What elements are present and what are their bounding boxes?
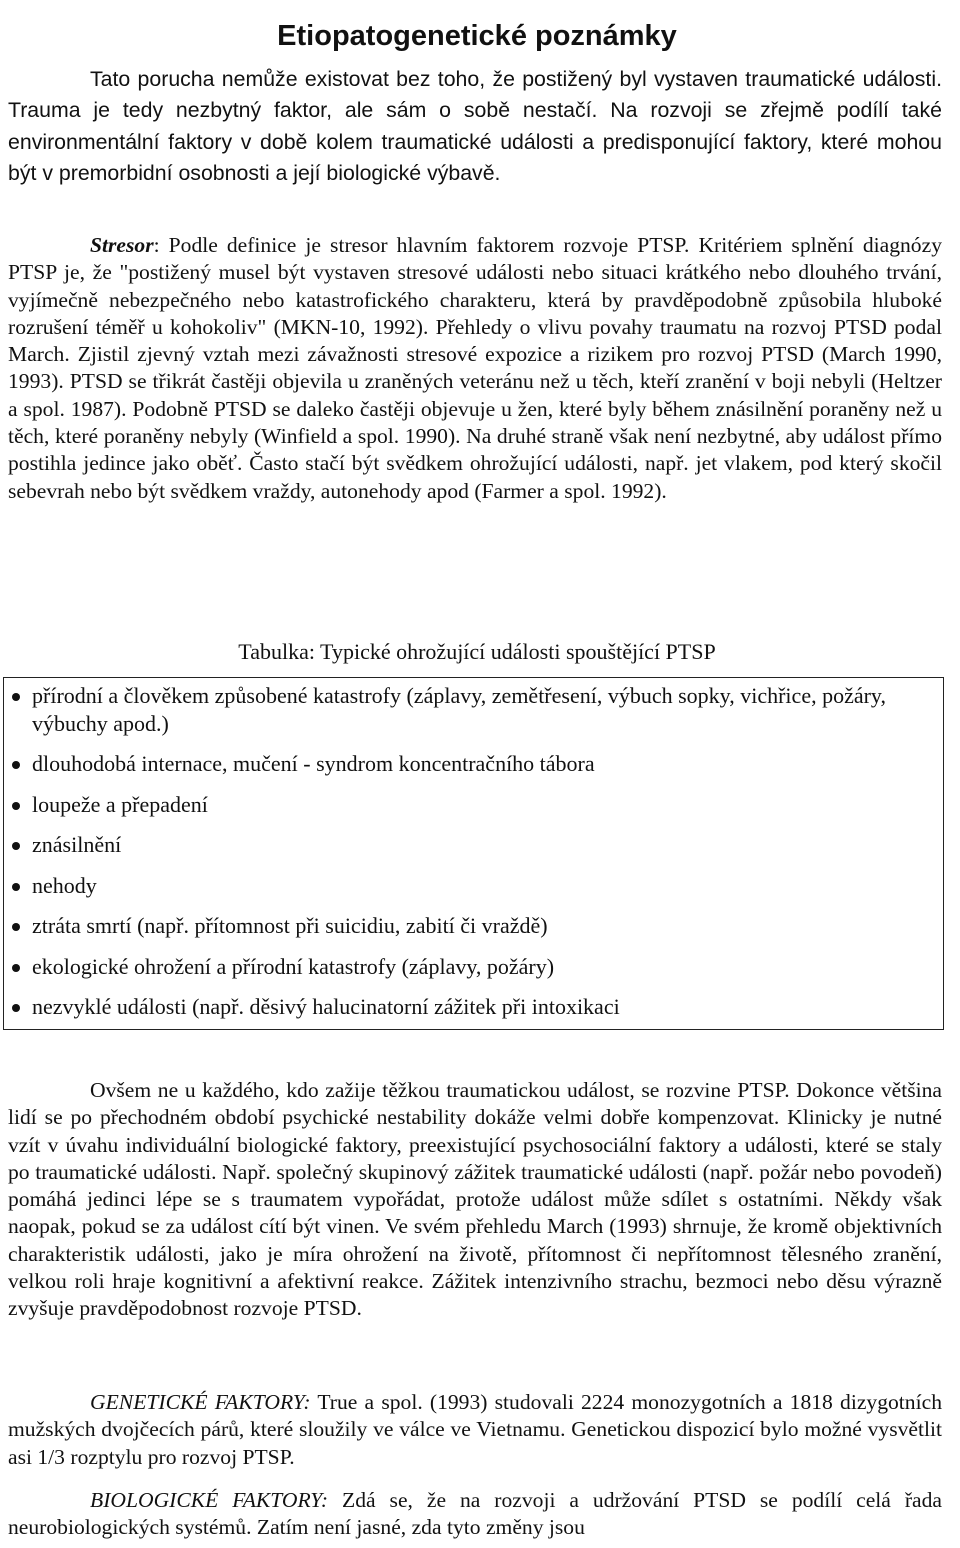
list-item: ekologické ohrožení a přírodní katastrofy (záplavy, požáry)	[32, 953, 912, 981]
list-item: loupeže a přepadení	[32, 791, 912, 819]
biological-paragraph	[8, 1487, 942, 1542]
bullet-icon	[12, 964, 20, 972]
list-item: nezvyklé události (např. děsivý halucinatorní zážitek při intoxikaci	[32, 993, 912, 1021]
stresor-paragraph	[8, 232, 942, 505]
genetic-paragraph	[8, 1389, 942, 1471]
list-item: dlouhodobá internace, mučení - syndrom koncentračního tábora	[32, 750, 912, 778]
bullet-icon	[12, 802, 20, 810]
bullet-icon	[12, 693, 20, 701]
events-table	[3, 677, 944, 1030]
bullet-icon	[12, 923, 20, 931]
biological-text: Zdá se, že na rozvoji a udržování PTSD se podílí celá řada neurobiologických systémů. Zatím není jasné, zda tyto změny jsou	[8, 1488, 942, 1540]
bullet-icon	[12, 1004, 20, 1012]
list-item: přírodní a člověkem způsobené katastrofy (záplavy, zemětřesení, výbuch sopky, vichřice, požáry, výbuchy apod.)	[32, 682, 912, 738]
intro-paragraph: Tato porucha nemůže existovat bez toho, že postižený byl vystaven traumatické události. Trauma je tedy nezbytný faktor, ale sám o sobě nestačí. Na rozvoji se zřejmě podílí také environmentální faktory v době kolem traumatické události a predisponující faktory, které mohou být v premorbidní osobnosti a její biologické výbavě.	[8, 67, 942, 186]
list-item: znásilnění	[32, 831, 912, 859]
biological-lead: BIOLOGICKÉ FAKTORY:	[90, 1488, 329, 1512]
bullet-icon	[12, 883, 20, 891]
list-item: nehody	[32, 872, 912, 900]
stresor-lead: Stresor	[90, 233, 154, 257]
list-item: ztráta smrtí (např. přítomnost při suicidiu, zabití či vraždě)	[32, 912, 912, 940]
bullet-icon	[12, 842, 20, 850]
genetic-lead: GENETICKÉ FAKTORY:	[90, 1390, 311, 1414]
bullet-icon	[12, 761, 20, 769]
page-title: Etiopatogenetické poznámky	[277, 20, 677, 53]
stresor-text: : Podle definice je stresor hlavním faktorem rozvoje PTSP. Kritériem splnění diagnózy PTSP je, že "postižený musel být vystaven stresové události nebo situaci krátkého nebo dlouhého trvání, vyjímečně nebezpečného nebo katastrofického charakteru, která by pravděpodobně způsobila hluboké rozrušení téměř u kohokoliv" (MKN-10, 1992). Přehledy o vlivu povahy traumatu na rozvoj PTSD podal March. Zjistil zjevný vztah mezi závažnosti stresové expozice a rizikem pro rozvoj PTSD (March 1990, 1993). PTSD se třikrát častěji objevila u zraněných veteránu než u těch, kteří zranění v boji nebyli (Heltzer a spol. 1987). Podobně PTSD se daleko častěji objevuje u žen, které byly během znásilnění poraněny než u těch, které poraněny nebyly (Winfield a spol. 1990). Na druhé straně však není nezbytné, aby událost přímo postihla jedince jako oběť. Často stačí být svědkem ohrožující události, např. jet vlakem, pod který skočil sebevrah nebo být svědkem vraždy, autonehody apod (Farmer a spol. 1992).	[8, 233, 942, 503]
paragraph-after-table: Ovšem ne u každého, kdo zažije těžkou traumatickou událost, se rozvine PTSP. Dokonce většina lidí se po přechodném období psychické nestability dokáže velmi dobře kompenzovat. Klinicky je nutné vzít v úvahu individuální biologické faktory, preexistující psychosociální faktory a události, které se staly po traumatické události. Např. společný skupinový zážitek traumatické události (např. požár nebo povodeň) pomáhá jedinci lépe se s traumatem vypořádat, protože událost může sdílet s ostatními. Někdy však naopak, pokud se za událost cítí být vinen. Ve svém přehledu March (1993) shrnuje, že kromě objektivních charakteristik události, jako je míra ohrožení na životě, přítomnost či nepřítomnost tělesného zranění, velkou roli hraje kognitivní a afektivní reakce. Zážitek intenzivního strachu, bezmoci nebo děsu výrazně zvyšuje pravděpodobnost rozvoje PTSD.	[8, 1078, 942, 1321]
table-caption: Tabulka: Typické ohrožující události spouštějící PTSP	[238, 639, 716, 664]
genetic-text: True a spol. (1993) studovali 2224 monozygotních a 1818 dizygotních mužských dvojčecích párů, které sloužily ve válce ve Vietnamu. Genetickou dispozicí bylo možné vysvětlit asi 1/3 rozptylu pro rozvoj PTSP.	[8, 1390, 942, 1469]
